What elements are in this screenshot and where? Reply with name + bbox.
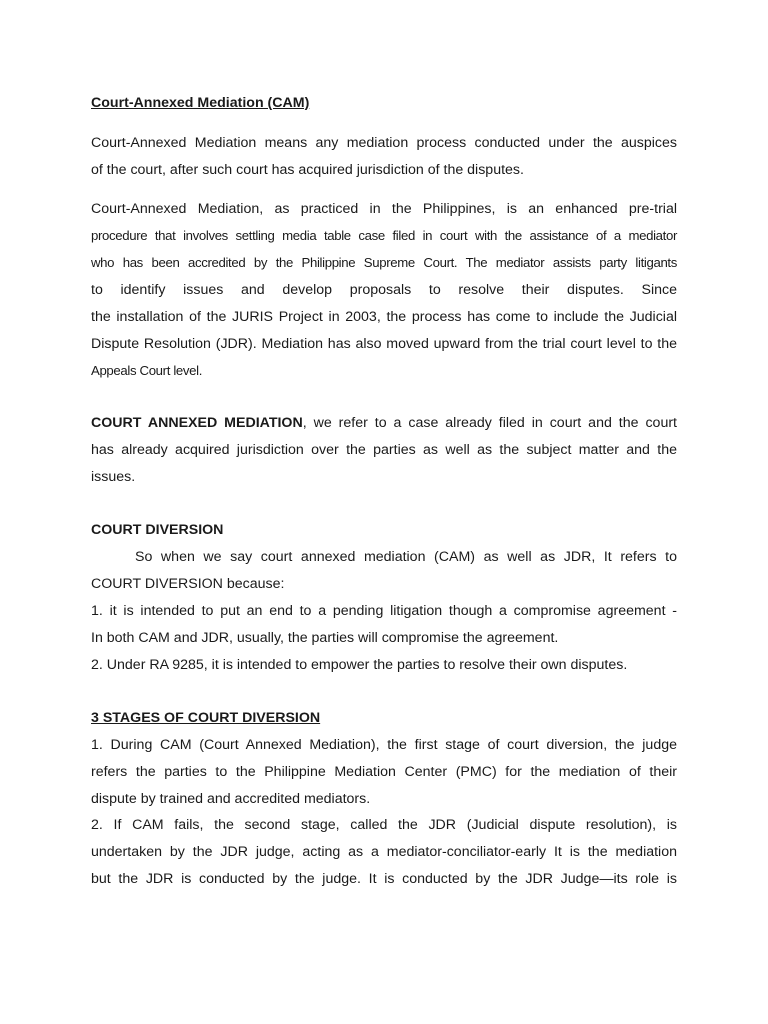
paragraph-2-line: procedure that involves settling media table case filed in court with the assistance of a mediator [91, 228, 677, 243]
paragraph-3-line: has already acquired jurisdiction over the parties as well as the subject matter and the [91, 442, 677, 458]
section-heading: COURT DIVERSION [91, 522, 224, 538]
section-2-line: 1. it is intended to put an end to a pending litigation though a compromise agreement - [91, 603, 677, 619]
section-3-line: 2. If CAM fails, the second stage, called the JDR (Judicial dispute resolution), is [91, 817, 677, 833]
section-3-line: refers the parties to the Philippine Mediation Center (PMC) for the mediation of their [91, 764, 677, 780]
paragraph-1-line: Court-Annexed Mediation means any mediation process conducted under the auspices [91, 135, 677, 151]
paragraph-2-line: Dispute Resolution (JDR). Mediation has also moved upward from the trial court level to the [91, 336, 677, 352]
section-3-line: dispute by trained and accredited mediators. [91, 791, 371, 807]
section-heading: 3 STAGES OF COURT DIVERSION [91, 710, 321, 726]
section-2-line: In both CAM and JDR, usually, the parties will compromise the agreement. [91, 630, 559, 646]
paragraph-2-line: to identify issues and develop proposals to resolve their disputes. Since [91, 282, 677, 298]
paragraph-3-lead: COURT ANNEXED MEDIATION [91, 415, 303, 431]
paragraph-3-line [91, 414, 677, 432]
section-3-line: undertaken by the JDR judge, acting as a mediator-conciliator-early It is the mediation [91, 844, 677, 860]
paragraph-3-line: issues. [91, 469, 136, 485]
section-3-line: 1. During CAM (Court Annexed Mediation), the first stage of court diversion, the judge [91, 737, 677, 753]
paragraph-2-line: Court-Annexed Mediation, as practiced in the Philippines, is an enhanced pre-trial [91, 201, 677, 217]
paragraph-1-line: of the court, after such court has acquired jurisdiction of the disputes. [91, 162, 524, 178]
paragraph-3-rest: , we refer to a case already filed in court and the court [302, 415, 677, 431]
section-3-line: but the JDR is conducted by the judge. It is conducted by the JDR Judge—its role is [91, 871, 677, 887]
paragraph-2-line: who has been accredited by the Philippine Supreme Court. The mediator assists party litigants [91, 255, 677, 270]
section-2-line: So when we say court annexed mediation (CAM) as well as JDR, It refers to [135, 549, 677, 565]
paragraph-2-line: the installation of the JURIS Project in 2003, the process has come to include the Judicial [91, 309, 677, 325]
document-title: Court-Annexed Mediation (CAM) [91, 95, 310, 111]
section-2-line: 2. Under RA 9285, it is intended to empower the parties to resolve their own disputes. [91, 657, 628, 673]
section-2-line: COURT DIVERSION because: [91, 576, 285, 592]
paragraph-2-line: Appeals Court level. [91, 363, 203, 378]
